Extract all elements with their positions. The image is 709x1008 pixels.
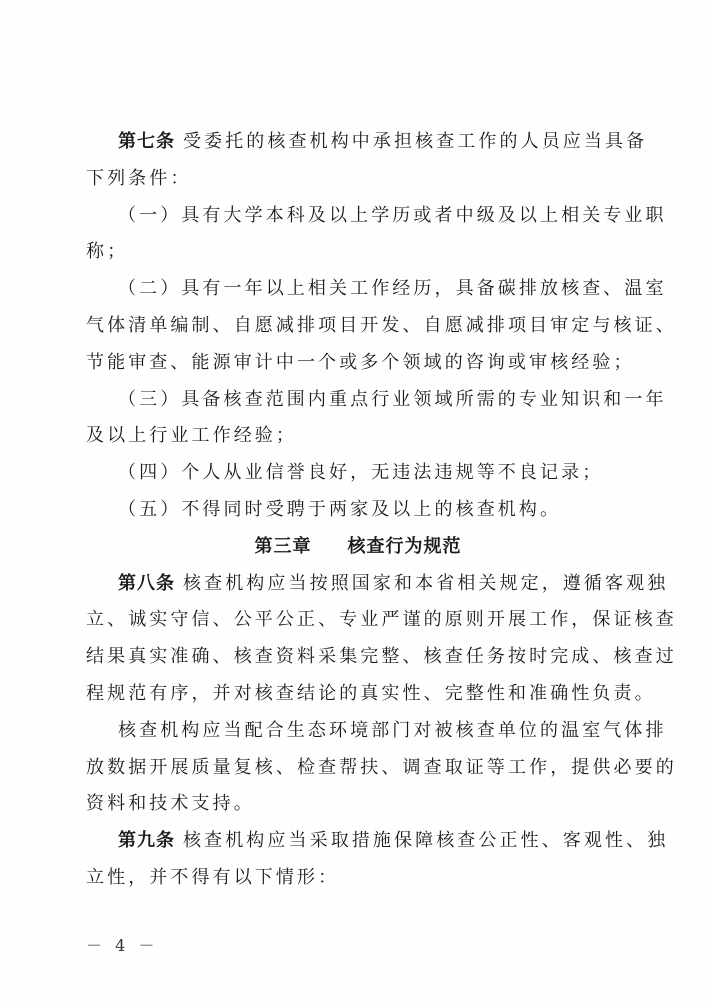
- article-7-text: 受委托的核查机构中承担核查工作的人员应当具备: [183, 131, 648, 152]
- article-7-heading: 第七条: [118, 131, 175, 152]
- article-8-first-line: [86, 566, 669, 603]
- article-9-line-2: 立性，并不得有以下情形：: [86, 866, 340, 888]
- chapter-3-heading: [86, 529, 630, 566]
- article-9-text: 核查机构应当采取措施保障核查公正性、客观性、独: [183, 830, 669, 852]
- article-9-heading: 第九条: [118, 830, 175, 852]
- chapter-3-title: 核查行为规范: [347, 535, 462, 557]
- article-7-line-2: 下列条件：: [86, 167, 192, 189]
- article-7-item-2-line-3: 节能审查、能源审计中一个或多个领域的咨询或审核经验；: [86, 351, 635, 373]
- chapter-3-number: 第三章: [254, 535, 312, 557]
- article-7-item-4: （四）个人从业信誉良好，无违法违规等不良记录；: [118, 462, 604, 484]
- article-8-line-2: 立、诚实守信、公平公正、专业严谨的原则开展工作，保证核查: [86, 609, 677, 631]
- article-7-first-line: [86, 124, 648, 161]
- document-body: [86, 124, 677, 897]
- article-7-item-1-line-2: 称；: [86, 241, 129, 263]
- article-7-item-3-line-1: （三）具备核查范围内重点行业领域所需的专业知识和一年: [118, 388, 667, 410]
- article-8-paragraph-2-line-1: 核查机构应当配合生态环境部门对被核查单位的温室气体排: [118, 719, 667, 741]
- article-7-item-3-line-2: 及以上行业工作经验；: [86, 425, 297, 447]
- article-7-item-1-line-1: （一）具有大学本科及以上学历或者中级及以上相关专业职: [118, 204, 667, 226]
- article-8-paragraph-2-line-2: 放数据开展质量复核、检查帮扶、调查取证等工作，提供必要的: [86, 756, 677, 778]
- page-number: － 4 －: [86, 936, 159, 955]
- article-8-paragraph-2-line-3: 资料和技术支持。: [86, 793, 255, 815]
- article-8-heading: 第八条: [118, 572, 175, 594]
- article-9-first-line: [86, 823, 669, 860]
- article-7-item-2-line-1: （二）具有一年以上相关工作经历，具备碳排放核查、温室: [118, 278, 667, 300]
- article-8-line-3: 结果真实准确、核查资料采集完整、核查任务按时完成、核查过: [86, 646, 677, 668]
- article-7-item-5: （五）不得同时受聘于两家及以上的核查机构。: [118, 498, 562, 520]
- article-7-item-2-line-2: 气体清单编制、自愿减排项目开发、自愿减排项目审定与核证、: [86, 314, 677, 336]
- article-8-text: 核查机构应当按照国家和本省相关规定，遵循客观独: [183, 572, 669, 594]
- article-8-line-4: 程规范有序，并对核查结论的真实性、完整性和准确性负责。: [86, 682, 656, 704]
